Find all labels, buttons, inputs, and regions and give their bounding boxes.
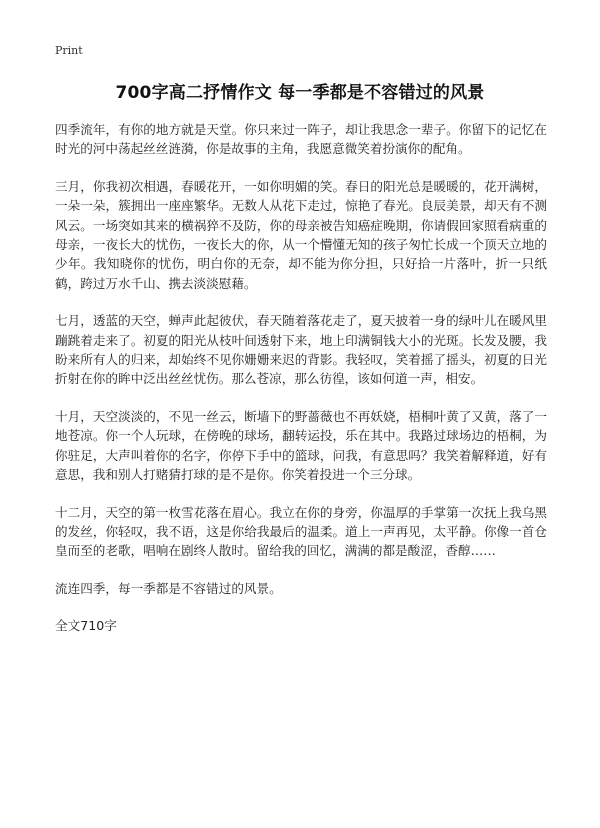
paragraph-intro: 四季流年，有你的地方就是天堂。你只来过一阵子，却让我思念一辈子。你留下的记忆在时光的河中荡起丝丝涟漪，你是故事的主角，我愿意微笑着扮演你的配角。 bbox=[55, 122, 547, 157]
article-body bbox=[55, 120, 547, 635]
word-count: 全文710字 bbox=[55, 618, 117, 634]
print-link[interactable]: Print bbox=[55, 44, 83, 57]
paragraph-december: 十二月，天空的第一枚雪花落在眉心。我立在你的身旁，你温厚的手掌第一次抚上我乌黑的发丝，你轻叹，我不语，这是你给我最后的温柔。道上一声再见，太平静。你像一首仓皇而至的老歌，唱响在剧终人散时。留给我的回忆，满满的都是酸涩，香醇…… bbox=[55, 504, 547, 559]
paragraph-october: 十月，天空淡淡的，不见一丝云，断墙下的野蔷薇也不再妖娆，梧桐叶黄了又黄，落了一地苍凉。你一个人玩球，在傍晚的球场，翻转运投，乐在其中。我路过球场边的梧桐，为你驻足，大声叫着你的名字，你停下手中的篮球，问我，有意思吗？我笑着解释道，好有意思，我和别人打赌猜打球的是不是你。你笑着投进一个三分球。 bbox=[55, 408, 547, 483]
article-title: 700字高二抒情作文 每一季都是不容错过的风景 bbox=[115, 83, 485, 103]
paragraph-conclusion: 流连四季，每一季都是不容错过的风景。 bbox=[55, 580, 282, 596]
paragraph-july: 七月，透蓝的天空，蝉声此起彼伏，春天随着落花走了，夏天披着一身的绿叶儿在暖风里蹦跳着走来了。初夏的阳光从枝叶间透射下来，地上印满铜钱大小的光斑。长发及腰，我盼来所有人的归来，却始终不见你姗姗来迟的背影。我轻叹，笑着摇了摇头，初夏的日光折射在你的眸中泛出丝丝忧伤。那么苍凉，那么彷徨，该如何道一声，相安。 bbox=[55, 313, 547, 387]
paragraph-march: 三月，你我初次相遇，春暖花开，一如你明媚的笑。春日的阳光总是暖暖的，花开满树，一朵一朵，簇拥出一座座繁华。无数人从花下走过，惊艳了春光。良辰美景，却天有不测风云。一场突如其来的横祸猝不及防，你的母亲被告知癌症晚期，你请假回家照看病重的母亲，一夜长大的忧伤，一夜长大的你，从一个懵懂无知的孩子匆忙长成一个顶天立地的少年。我知晓你的忧伤，明白你的无奈，却不能为你分担，只好拾一片落叶，折一只纸鹤，跨过万水千山、携去淡淡慰藉。 bbox=[55, 178, 547, 291]
